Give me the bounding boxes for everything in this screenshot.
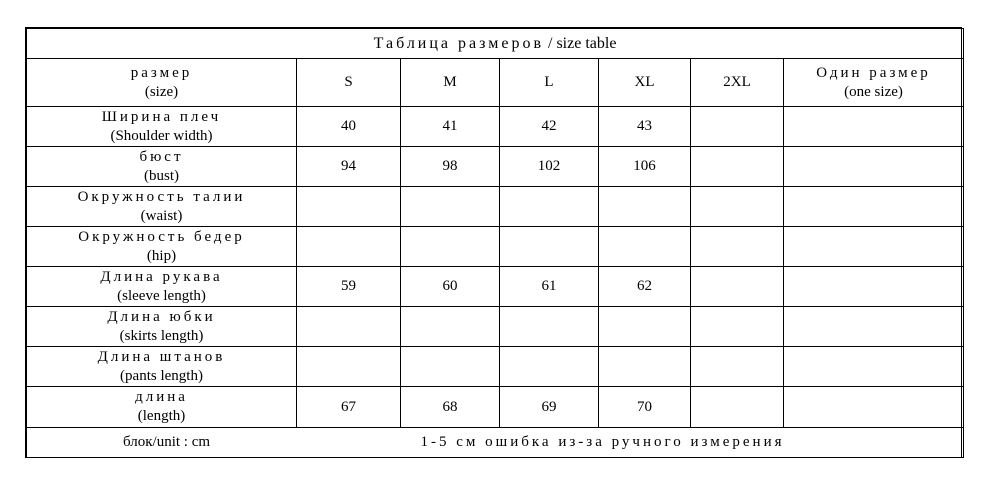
row-label-en: (sleeve length)	[117, 287, 206, 304]
row-value-cell	[784, 307, 964, 347]
row-value-cell: 98	[401, 147, 500, 187]
row-label-en: (skirts length)	[119, 327, 204, 344]
row-value-cell: 40	[297, 107, 401, 147]
row-label	[27, 107, 297, 147]
row-value-cell	[401, 187, 500, 227]
header-one-size-ru: Один размер	[816, 64, 931, 81]
row-label-ru: Длина рукава	[100, 268, 223, 285]
row-value-cell	[599, 307, 691, 347]
row-label-ru: Длина юбки	[107, 308, 216, 325]
header-size-s: S	[297, 59, 401, 107]
table-title	[27, 29, 964, 59]
row-value-cell	[500, 347, 599, 387]
row-label-en: (length)	[137, 408, 186, 424]
row-label-ru: Окружность талии	[77, 188, 246, 205]
row-value-cell	[691, 227, 784, 267]
row-value-cell	[401, 347, 500, 387]
header-size-m: M	[401, 59, 500, 107]
size-table	[26, 28, 964, 458]
row-value-cell	[691, 147, 784, 187]
table-row	[27, 227, 964, 267]
row-label	[27, 227, 297, 267]
row-value-cell	[691, 267, 784, 307]
header-one-size	[784, 59, 964, 107]
row-label-ru: Окружность бедер	[78, 228, 245, 245]
table-row	[27, 307, 964, 347]
row-value-cell	[784, 387, 964, 428]
row-label	[27, 307, 297, 347]
title-ru: Таблица размеров	[373, 35, 544, 52]
row-label	[27, 267, 297, 307]
row-value-cell	[784, 187, 964, 227]
row-value-cell	[401, 227, 500, 267]
row-value-cell: 59	[297, 267, 401, 307]
row-value-cell	[691, 387, 784, 428]
row-value-cell	[691, 347, 784, 387]
row-value-cell	[599, 187, 691, 227]
table-row	[27, 187, 964, 227]
row-value-cell	[691, 307, 784, 347]
row-label-ru: Длина штанов	[97, 348, 226, 365]
row-value-cell	[691, 107, 784, 147]
row-label-ru: бюст	[139, 148, 184, 165]
row-label-en: (Shoulder width)	[110, 127, 213, 144]
title-en: size table	[556, 35, 617, 52]
row-label	[27, 387, 297, 428]
table-row	[27, 147, 964, 187]
row-value-cell	[500, 187, 599, 227]
row-label-ru: Ширина плеч	[101, 108, 222, 125]
row-value-cell: 68	[401, 387, 500, 428]
row-label-en: (bust)	[144, 167, 179, 184]
row-value-cell	[401, 307, 500, 347]
row-value-cell	[599, 347, 691, 387]
row-value-cell	[784, 147, 964, 187]
row-value-cell: 106	[599, 147, 691, 187]
row-value-cell	[599, 227, 691, 267]
row-value-cell	[500, 307, 599, 347]
row-value-cell: 70	[599, 387, 691, 428]
row-value-cell: 60	[401, 267, 500, 307]
row-value-cell	[500, 227, 599, 267]
row-value-cell	[297, 227, 401, 267]
row-label-ru: длина	[135, 389, 188, 405]
table-row	[27, 387, 964, 428]
row-value-cell: 94	[297, 147, 401, 187]
row-value-cell	[691, 187, 784, 227]
header-size-l: L	[500, 59, 599, 107]
row-value-cell: 42	[500, 107, 599, 147]
table-row	[27, 267, 964, 307]
row-value-cell: 102	[500, 147, 599, 187]
row-label-en: (waist)	[140, 207, 183, 224]
row-value-cell: 69	[500, 387, 599, 428]
row-value-cell: 62	[599, 267, 691, 307]
header-label-ru: размер	[130, 64, 193, 81]
row-value-cell	[297, 307, 401, 347]
row-label	[27, 147, 297, 187]
header-one-size-en: (one size)	[844, 83, 903, 100]
row-value-cell	[784, 107, 964, 147]
row-value-cell	[784, 267, 964, 307]
header-label-en: (size)	[144, 83, 179, 100]
row-value-cell: 41	[401, 107, 500, 147]
header-size-label	[27, 59, 297, 107]
row-value-cell: 67	[297, 387, 401, 428]
table-row	[27, 107, 964, 147]
footer-note: 1-5 см ошибка из-за ручного измерения	[401, 428, 964, 458]
title-separator: /	[544, 35, 557, 52]
row-value-cell	[297, 187, 401, 227]
header-size-2xl: 2XL	[691, 59, 784, 107]
row-value-cell: 61	[500, 267, 599, 307]
size-chart-sheet	[25, 27, 962, 458]
header-size-xl: XL	[599, 59, 691, 107]
row-value-cell: 43	[599, 107, 691, 147]
row-label-en: (pants length)	[120, 367, 203, 384]
row-label	[27, 347, 297, 387]
row-value-cell	[297, 347, 401, 387]
row-value-cell	[784, 347, 964, 387]
row-label-en: (hip)	[146, 247, 177, 264]
row-value-cell	[784, 227, 964, 267]
table-row	[27, 347, 964, 387]
footer-unit: блок/unit : cm	[27, 428, 401, 458]
row-label	[27, 187, 297, 227]
